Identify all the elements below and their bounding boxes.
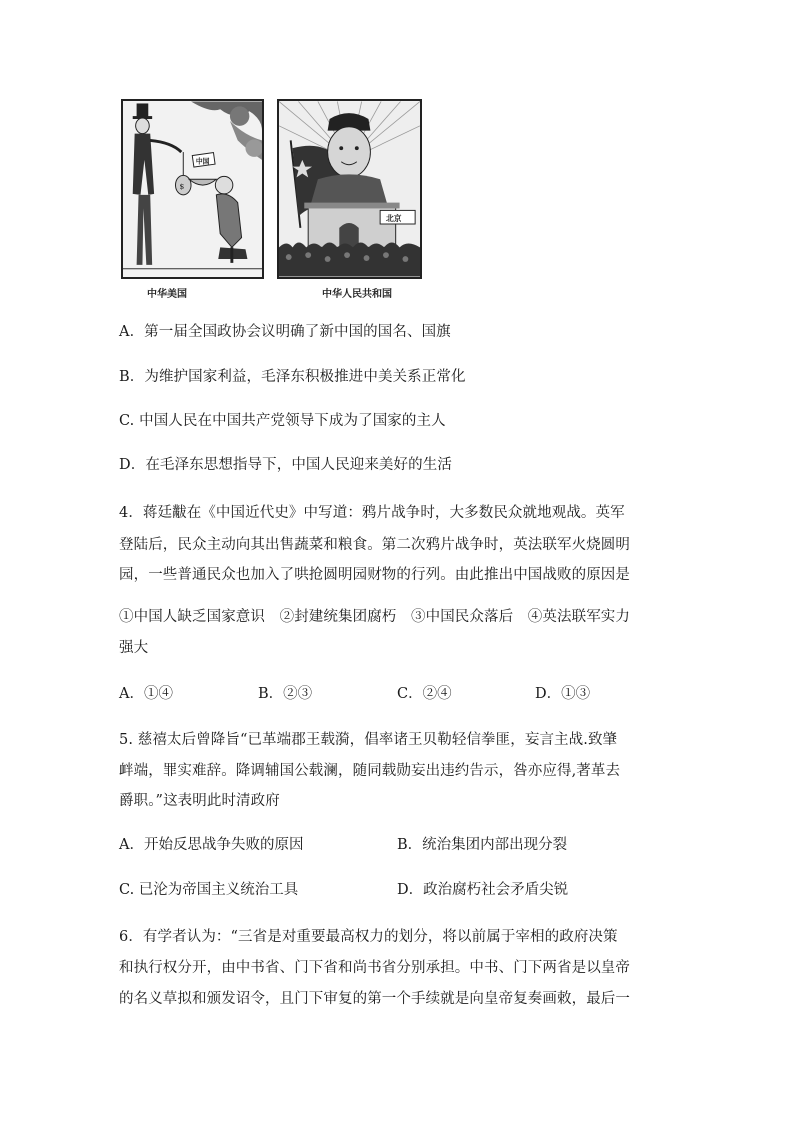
q3-option-b: B．为维护国家利益，毛泽东积极推进中美关系正常化: [119, 369, 466, 385]
q5-option-b: B．统治集团内部出现分裂: [397, 837, 568, 853]
q3-option-d: D．在毛泽东思想指导下，中国人民迎来美好的生活: [119, 457, 452, 473]
q4-option-d: D．①③: [535, 686, 591, 702]
cartoon-right-drawing: [279, 101, 420, 277]
q4-items-line: 强大: [119, 640, 149, 656]
cartoon-left-image: [121, 99, 264, 279]
svg-text:$: $: [179, 182, 185, 191]
q4-option-b: B．②③: [258, 686, 313, 702]
q5-stem-line: 爵职。”这表明此时清政府: [119, 793, 280, 809]
q4-option-a: A．①④: [119, 686, 173, 702]
q4-option-c: C．②④: [397, 686, 452, 702]
q6-stem-line: 6．有学者认为：“三省是对重要最高权力的划分，将以前属于宰相的政府决策: [119, 929, 618, 945]
q5-option-d: D．政治腐朽社会矛盾尖锐: [397, 882, 569, 898]
cartoon-right-caption: 中华人民共和国: [322, 289, 392, 300]
q6-stem-line: 的名义草拟和颁发诏令，且门下审复的第一个手续就是向皇帝复奏画敕，最后一: [119, 991, 630, 1007]
q5-stem-line: 5. 慈禧太后曾降旨“已革端郡王载漪，倡率诸王贝勒轻信拳匪，妄言主战.致肇: [119, 732, 618, 748]
q4-stem-line: 4．蒋廷黻在《中国近代史》中写道：鸦片战争时，大多数民众就地观战。英军: [119, 505, 625, 521]
q4-stem-line: 登陆后，民众主动向其出售蔬菜和粮食。第二次鸦片战争时，英法联军火烧圆明: [119, 537, 630, 553]
q3-option-c: C. 中国人民在中国共产党领导下成为了国家的主人: [119, 413, 446, 429]
q5-option-c: C. 已沦为帝国主义统治工具: [119, 882, 299, 898]
q5-option-a: A．开始反思战争失败的原因: [119, 837, 304, 853]
q5-stem-line: 衅端，罪实难辞。降调辅国公载澜，随同载勋妄出违约告示，咎亦应得,著革去: [119, 763, 621, 779]
q3-option-a: A．第一届全国政协会议明确了新中国的国名、国旗: [119, 324, 451, 340]
q6-stem-line: 和执行权分开，由中书省、门下省和尚书省分别承担。中书、门下两省是以皇帝: [119, 960, 630, 976]
right-cartoon-sign: 北京: [385, 214, 402, 224]
left-cartoon-sign: 中国: [195, 157, 210, 166]
cartoon-left-caption: 中华美国: [147, 289, 187, 300]
cartoon-left-drawing: [123, 101, 262, 277]
q4-items-line: ①中国人缺乏国家意识 ②封建统集团腐朽 ③中国民众落后 ④英法联军实力: [119, 609, 630, 625]
q4-stem-line: 园，一些普通民众也加入了哄抢圆明园财物的行列。由此推出中国战败的原因是: [119, 567, 630, 583]
cartoon-right-image: [277, 99, 422, 279]
